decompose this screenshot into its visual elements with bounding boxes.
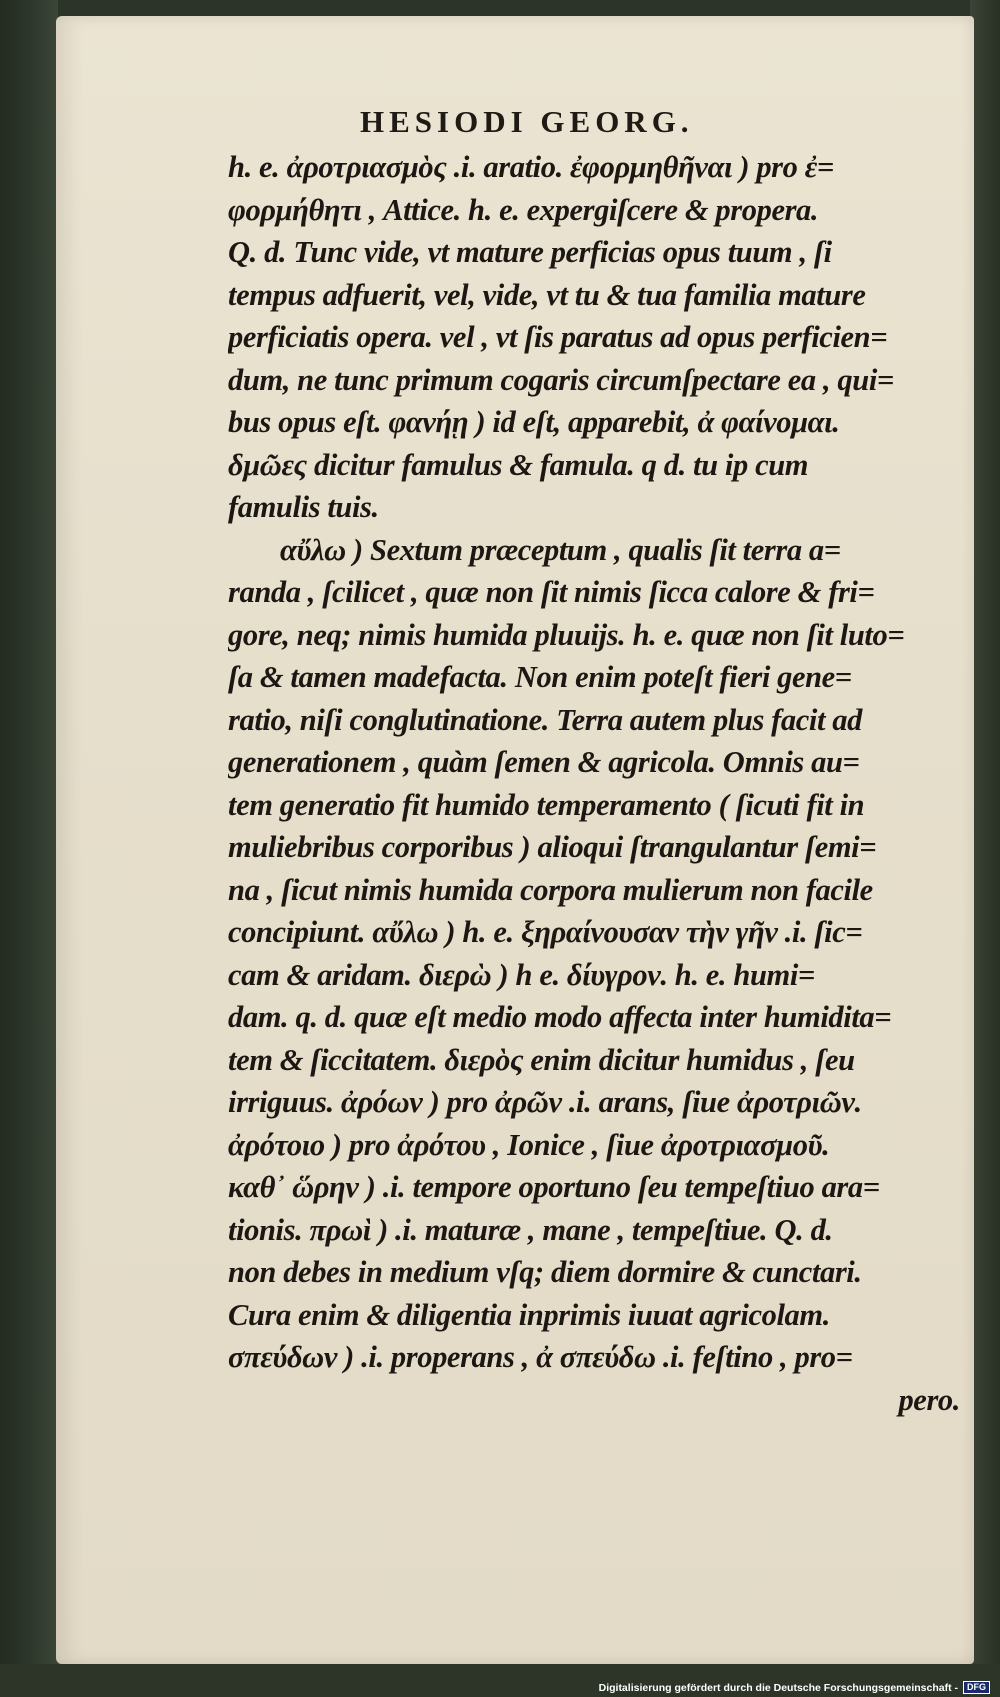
text-line: bus opus eſt. φανήῃ ) id eſt, apparebit, ἀ φαίνομαι. xyxy=(228,405,840,439)
dfg-logo[interactable]: DFG xyxy=(963,1681,990,1694)
text-line: na , ſicut nimis humida corpora mulierum non facile xyxy=(228,872,873,907)
text-line: perficiatis opera. vel , vt ſis paratus ad opus perficien= xyxy=(228,320,888,354)
running-head: HESIODI GEORG. xyxy=(360,104,694,139)
text-line: concipiunt. αὔλω ) h. e. ξηραίνουσαν τὴν γῆν .i. ſic= xyxy=(228,915,863,949)
text-line: dum, ne tunc primum cogaris circumſpectare ea , qui= xyxy=(228,362,894,397)
catchword: pero. xyxy=(898,1382,960,1417)
text-line: ἀρότοιο ) pro ἀρότου , Ionice , ſiue ἀροτριασμοῦ. xyxy=(228,1127,830,1162)
text-line: cam & aridam. διερὼ ) h e. δίυγρον. h. e. humi= xyxy=(228,957,815,992)
body-text xyxy=(228,146,970,1421)
text-line: dam. q. d. quæ eſt medio modo affecta inter humidita= xyxy=(228,1000,892,1034)
text-line: tem & ſiccitatem. διερὸς enim dicitur humidus , ſeu xyxy=(228,1042,855,1077)
book-gutter xyxy=(0,0,58,1697)
text-line: Cura enim & diligentia inprimis iuuat agricolam. xyxy=(228,1297,830,1332)
text-line: ſa & tamen madefacta. Non enim poteſt fieri gene= xyxy=(228,660,852,694)
text-line: randa , ſcilicet , quæ non ſit nimis ſicca calore & fri= xyxy=(228,575,875,609)
text-line: Q. d. Tunc vide, vt mature perficias opus tuum , ſi xyxy=(228,235,832,269)
text-line: αὔλω ) Sextum præceptum , qualis ſit terra a= xyxy=(280,532,841,567)
text-line: irriguus. ἀρόων ) pro ἀρῶν .i. arans, ſiue ἀροτριῶν. xyxy=(228,1085,862,1119)
text-line: καθ᾽ ὥρην ) .i. tempore oportuno ſeu tempeſtiuo ara= xyxy=(228,1170,880,1204)
text-line: muliebribus corporibus ) alioqui ſtrangulantur ſemi= xyxy=(228,830,877,864)
text-line: generationem , quàm ſemen & agricola. Omnis au= xyxy=(228,745,860,779)
text-line: non debes in medium vſq; diem dormire & cunctari. xyxy=(228,1255,862,1289)
text-line: tem generatio fit humido temperamento ( ſicuti fit in xyxy=(228,787,865,822)
text-line: tionis. πρωὶ ) .i. maturæ , mane , tempeſtiue. Q. d. xyxy=(228,1212,833,1247)
text-line: φορμήθητι , Attice. h. e. expergiſcere & propera. xyxy=(228,192,819,227)
text-line: gore, neq; nimis humida pluuijs. h. e. quæ non ſit luto= xyxy=(228,617,905,652)
text-line: ratio, niſi conglutinatione. Terra autem plus facit ad xyxy=(228,702,862,737)
scan-right-margin xyxy=(970,0,1000,1697)
credit-text: Digitalisierung gefördert durch die Deutsche Forschungsgemeinschaft - xyxy=(598,1681,958,1694)
text-line: tempus adfuerit, vel, vide, vt tu & tua familia mature xyxy=(228,277,866,312)
digitization-credit xyxy=(599,1681,990,1694)
text-line: σπεύδων ) .i. properans , ἀ σπεύδω .i. feſtino , pro= xyxy=(228,1340,853,1374)
text-line: δμῶες dicitur famulus & famula. q d. tu ip cum xyxy=(228,447,809,482)
text-line: famulis tuis. xyxy=(228,490,379,524)
text-line: h. e. ἀροτριασμὸς .i. aratio. ἐφορμηθῆναι ) pro ἐ= xyxy=(228,150,834,184)
